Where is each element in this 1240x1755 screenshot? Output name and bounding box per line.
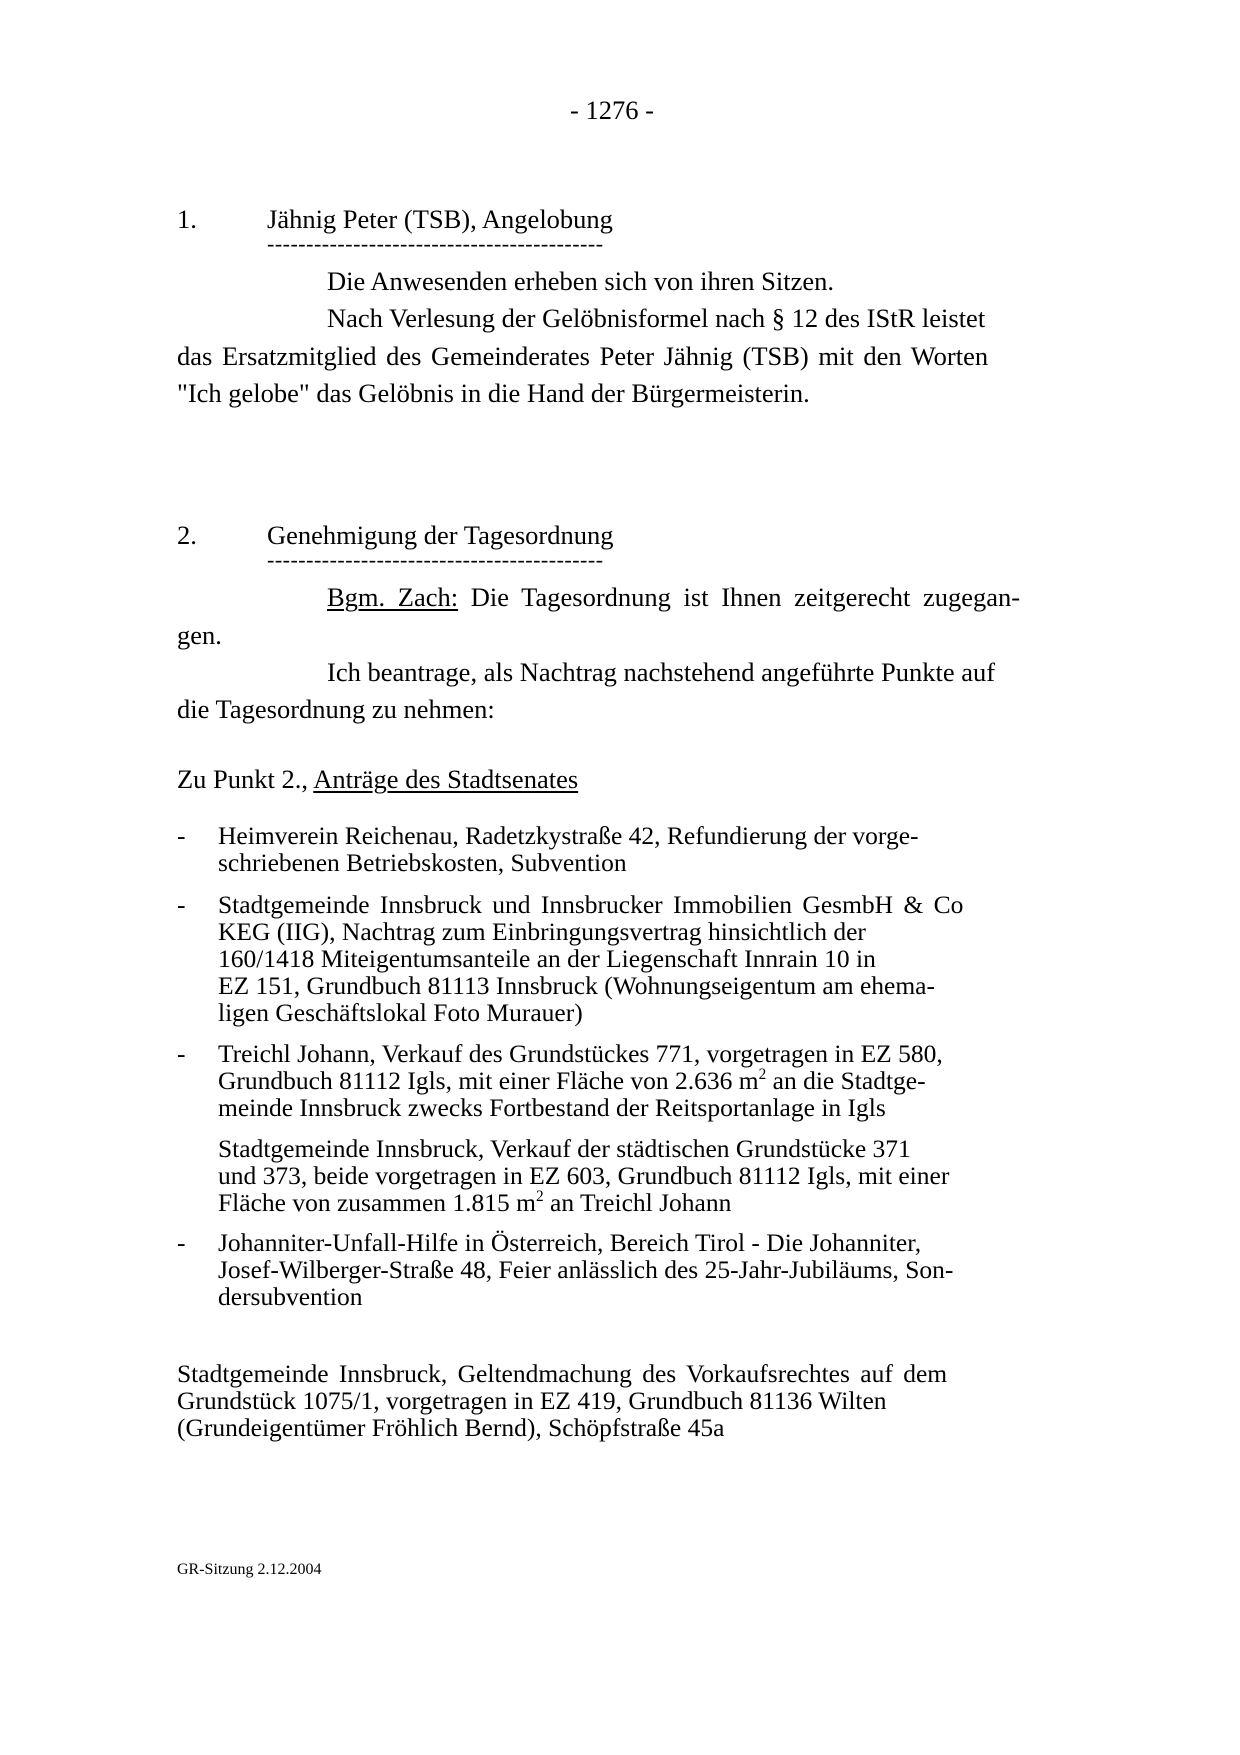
list-item-line: EZ 151, Grundbuch 81113 Innsbruck (Wohnungseigentum am ehema- [218, 971, 935, 1000]
list-item-line: Josef-Wilberger-Straße 48, Feier anlässlich des 25-Jahr-Jubiläums, Son- [218, 1255, 954, 1284]
line-text: an Treichl Johann [550, 1188, 732, 1217]
list-bullet: - [177, 1039, 186, 1068]
closing-line: (Grundeigentümer Fröhlich Bernd), Schöpfstraße 45a [177, 1413, 725, 1442]
subheading [177, 766, 578, 793]
section-title: Genehmigung der Tagesordnung [267, 520, 614, 550]
list-bullet: - [177, 890, 186, 919]
speaker-label: Bgm. Zach: [327, 582, 459, 612]
title-rule: ------------------------------------------- [267, 233, 604, 255]
line-text: Die Tagesordnung ist Ihnen zeitgerecht zugegan- [470, 582, 1021, 612]
paragraph-line: Ich beantrage, als Nachtrag nachstehend angeführte Punkte auf [327, 657, 996, 687]
closing-line: Grundstück 1075/1, vorgetragen in EZ 419, Grundbuch 81136 Wilten [177, 1386, 887, 1415]
line-text: Nach Verlesung der Gelöbnisformel nach § 12 des IStR leistet [327, 303, 986, 333]
section-title: Jähnig Peter (TSB), Angelobung [267, 204, 613, 234]
list-item-line: schriebenen Betriebskosten, Subvention [218, 848, 627, 877]
list-item-line: Johanniter-Unfall-Hilfe in Österreich, Bereich Tirol - Die Johanniter, [218, 1228, 922, 1257]
section-number: 1. [177, 204, 197, 234]
line-text: an die Stadtge- [772, 1066, 926, 1095]
subheading-label: Anträge des Stadtsenates [313, 764, 579, 794]
paragraph-line [327, 584, 1020, 611]
page-footer: GR-Sitzung 2.12.2004 [177, 1561, 322, 1578]
list-item-line: dersubvention [218, 1282, 363, 1311]
list-item-line: Stadtgemeinde Innsbruck, Verkauf der städtischen Grundstücke 371 [218, 1134, 911, 1163]
list-item-line: Heimverein Reichenau, Radetzkystraße 42, Refundierung der vorge- [218, 821, 919, 850]
closing-line [177, 1361, 1062, 1387]
line-text: Grundbuch 81112 Igls, mit einer Fläche von 2.636 m [218, 1066, 759, 1095]
superscript: 2 [535, 1188, 544, 1205]
line-text: Fläche von zusammen 1.815 m [218, 1188, 536, 1217]
list-item-line: ligen Geschäftslokal Foto Murauer) [218, 998, 583, 1027]
superscript: 2 [758, 1066, 767, 1083]
paragraph-line [327, 305, 1062, 332]
paragraph-line: gen. [177, 620, 222, 650]
line-text: Stadtgemeinde Innsbruck und Innsbrucker Immobilien GesmbH & Co [218, 890, 964, 919]
paragraph-line: das Ersatzmitglied des Gemeinderates Peter Jähnig (TSB) mit den Worten [177, 341, 989, 371]
paragraph-line: "Ich gelobe" das Gelöbnis in die Hand der Bürgermeisterin. [177, 378, 810, 408]
list-item-line [218, 1190, 731, 1216]
list-bullet: - [177, 1228, 186, 1257]
section-number: 2. [177, 520, 197, 550]
paragraph-line: die Tagesordnung zu nehmen: [177, 694, 495, 724]
page-number: - 1276 - [570, 95, 654, 125]
list-item-line: und 373, beide vorgetragen in EZ 603, Grundbuch 81112 Igls, mit einer [218, 1161, 950, 1190]
list-bullet: - [177, 821, 186, 850]
line-text: Stadtgemeinde Innsbruck, Geltendmachung des Vorkaufsrechtes auf dem [177, 1359, 948, 1388]
list-item-line: KEG (IIG), Nachtrag zum Einbringungsvertrag hinsichtlich der [218, 917, 866, 946]
list-item-line: 160/1418 Miteigentumsanteile an der Liegenschaft Innrain 10 in [218, 944, 876, 973]
paragraph-line: Die Anwesenden erheben sich von ihren Sitzen. [327, 266, 835, 296]
title-rule: ------------------------------------------- [267, 549, 604, 571]
list-item-line [218, 892, 1061, 918]
list-item-line: Treichl Johann, Verkauf des Grundstückes 771, vorgetragen in EZ 580, [218, 1039, 943, 1068]
list-item-line: meinde Innsbruck zwecks Fortbestand der Reitsportanlage in Igls [218, 1093, 886, 1122]
subheading-prefix: Zu Punkt 2., [177, 764, 309, 794]
list-item-line [218, 1068, 926, 1094]
